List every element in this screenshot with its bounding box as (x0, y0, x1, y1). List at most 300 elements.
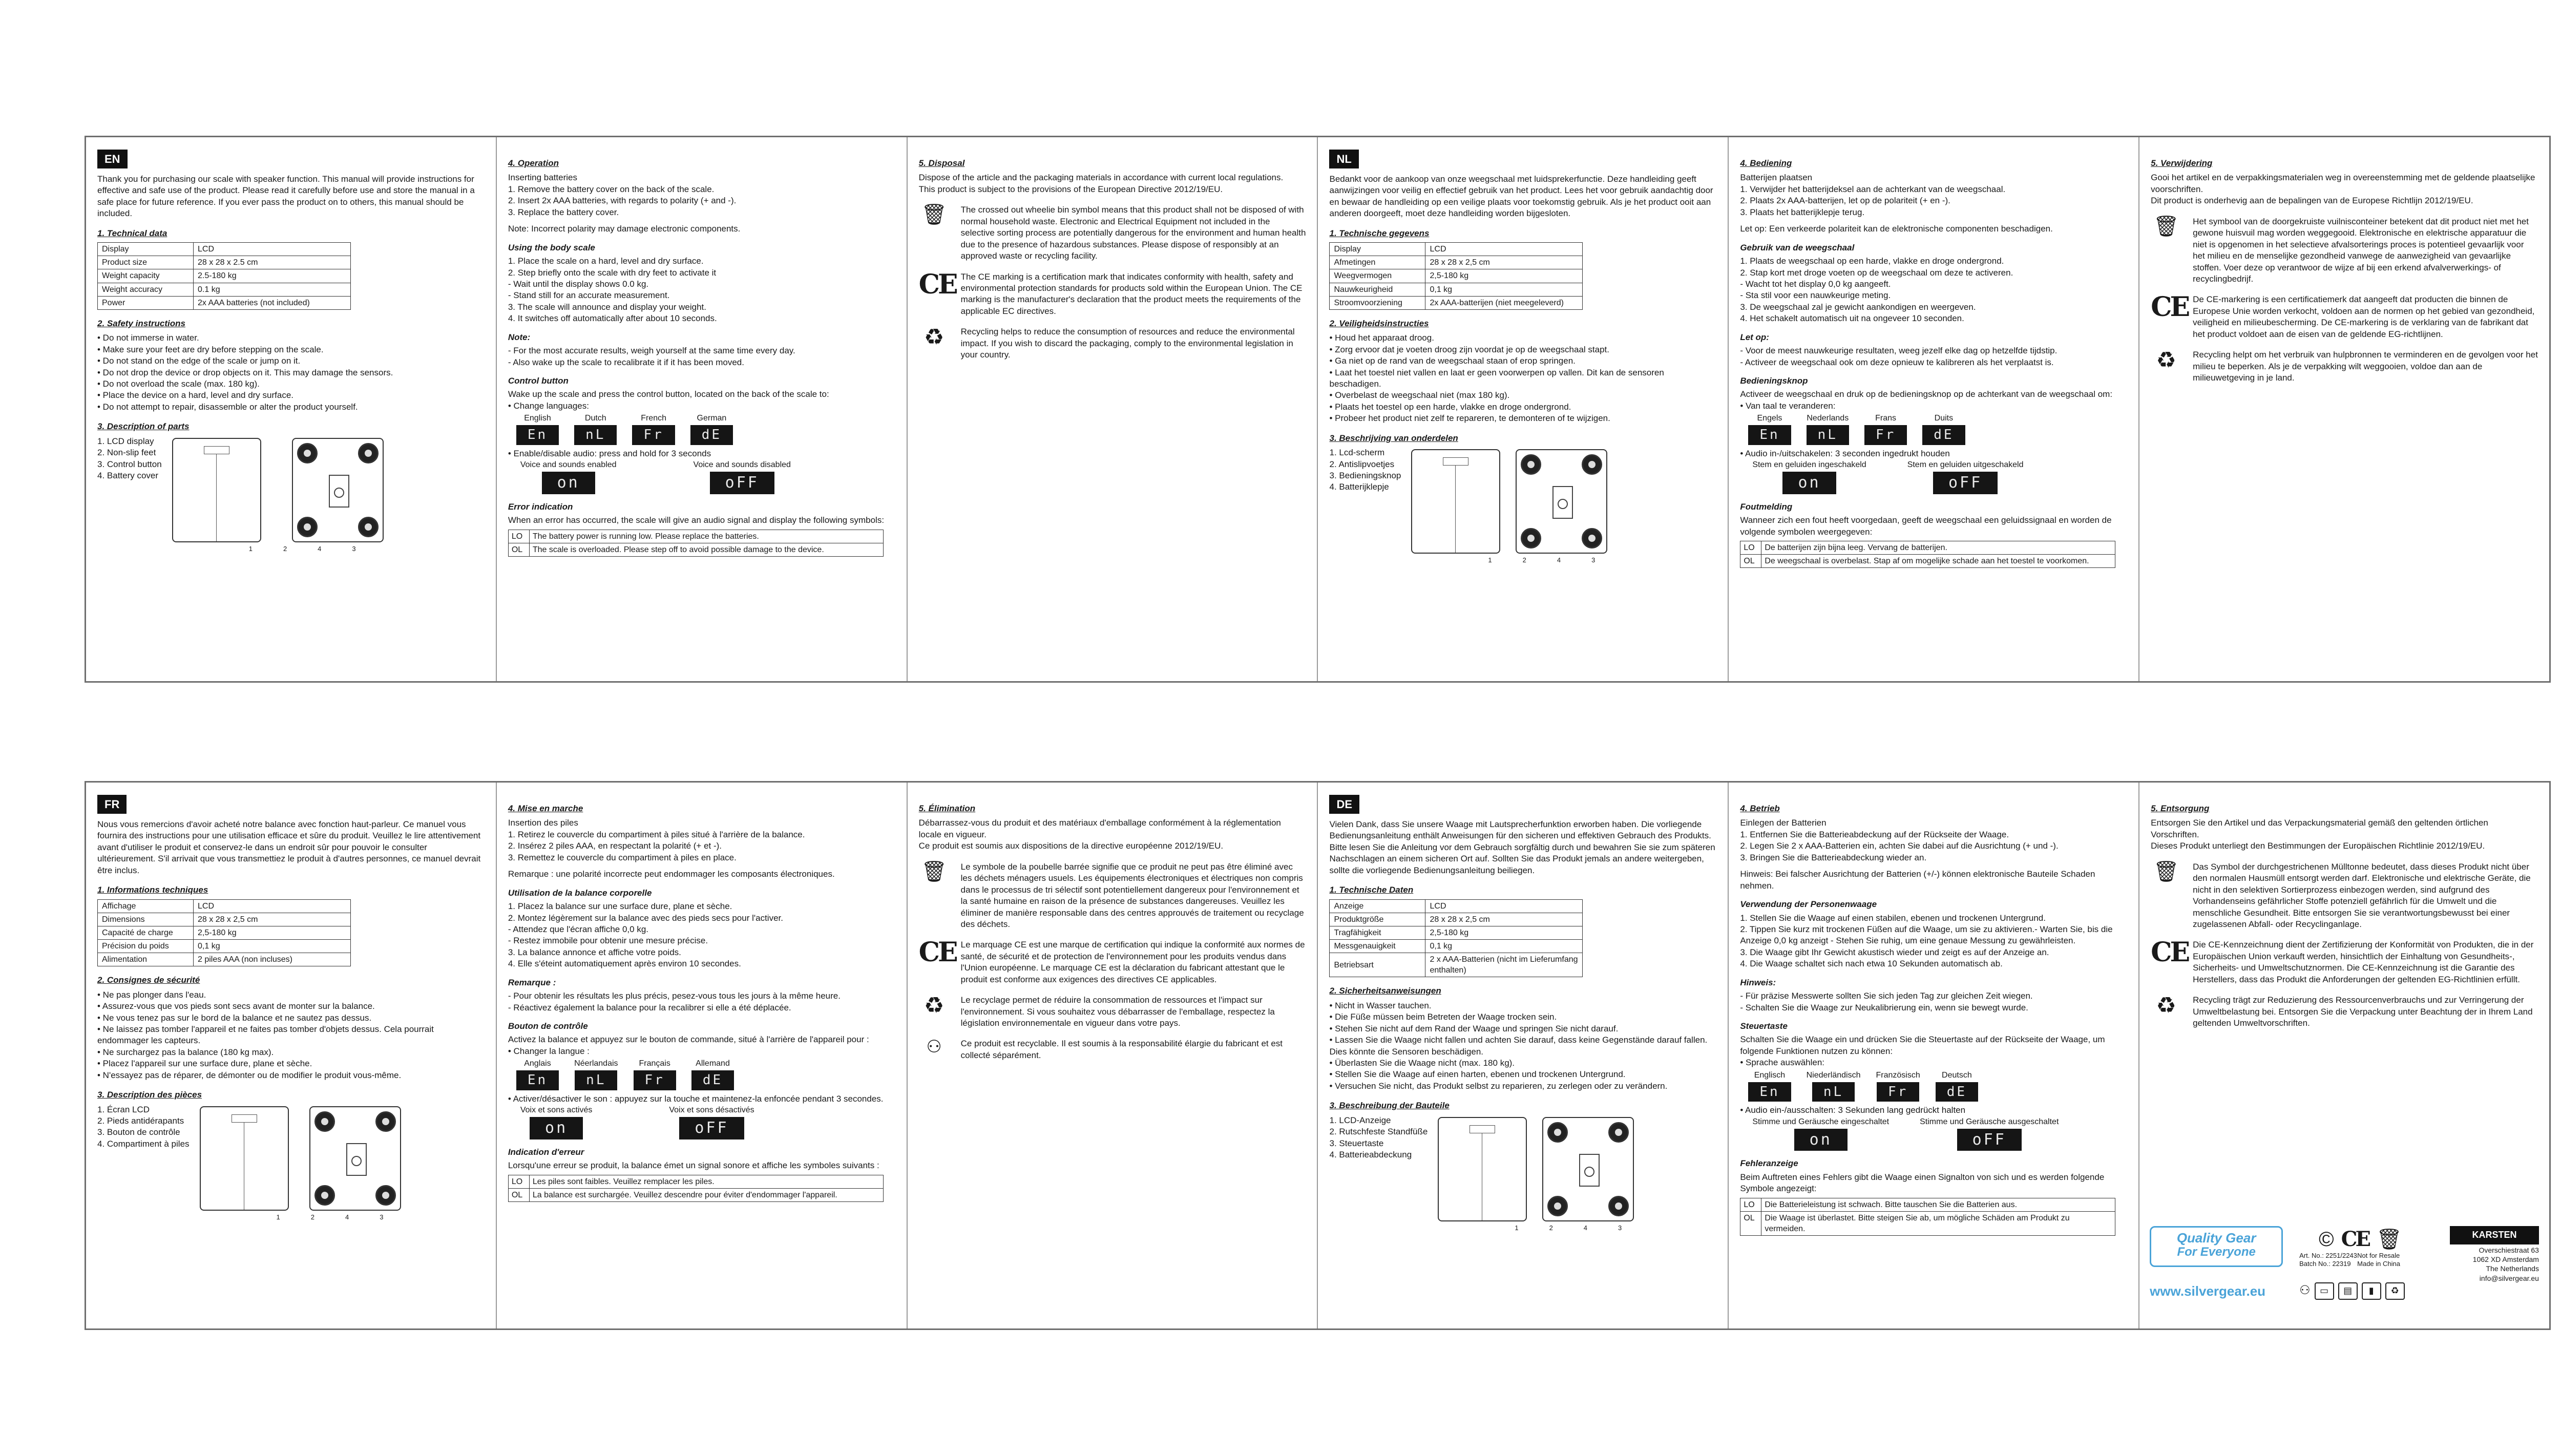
de-disp-text2: Dieses Produkt unterliegt den Bestimmungen der Europäischen Richtlinie 2012/19/EU. (2151, 841, 2485, 851)
list-item: 2. Stap kort met droge voeten op de weegschaal om deze te activeren. (1740, 267, 2013, 278)
fr-ce-block (919, 939, 1306, 985)
list-item: 4. Die Waage schaltet sich nach etwa 10 Sekunden automatisch ab. (1740, 959, 2003, 969)
spec-key: Anzeige (1330, 899, 1425, 913)
nl-weee-block (2151, 216, 2538, 285)
scale-front-illustration (1438, 1117, 1527, 1221)
lcd-caption: Stimme und Geräusche eingeschaltet (1752, 1117, 1890, 1126)
de-tech-table (1329, 899, 1583, 978)
lcd-display: nL (575, 1070, 617, 1090)
lcd-language-item (1876, 1070, 1920, 1102)
list-item: 1. Stellen Sie die Waage auf einen stabilen, ebenen und trockenen Untergrund. (1740, 913, 2046, 923)
error-code: LO (508, 1175, 529, 1188)
callout-label: 3 (1591, 556, 1596, 564)
table-row (1330, 899, 1583, 913)
en-ce-text: The CE marking is a certification mark that indicates conformity with health, safety and environmental protection standards for products sold within the European Union. The CE marking is the manufacturer's declaration that the product meets the requirements of the applicable EC directives. (960, 271, 1303, 316)
scale-front-illustration (1411, 449, 1500, 554)
table-row (1330, 269, 1583, 283)
spec-value: LCD (194, 899, 351, 913)
lcd-audio-item (1907, 459, 2024, 494)
de-using-title: Verwendung der Personenwaage (1740, 899, 1877, 910)
lcd-audio-item (520, 1105, 593, 1140)
table-row (1330, 926, 1583, 939)
lcd-caption: Dutch (584, 414, 606, 423)
spec-value: 0,1 kg (194, 939, 351, 953)
karsten-logo: KARSTEN (2450, 1226, 2539, 1244)
lcd-language-item (1922, 413, 1965, 445)
error-text: De batterijen zijn bijna leeg. Vervang de batterijen. (1761, 541, 2115, 555)
spec-key: Display (1330, 243, 1425, 256)
de-parts (1329, 1115, 1716, 1232)
spec-value: 28 x 28 x 2,5 cm (194, 913, 351, 926)
en-op-title: 4. Operation (508, 158, 559, 168)
table-row (1740, 555, 2115, 568)
en-audio-displays (520, 459, 895, 494)
en-intro: Thank you for purchasing our scale with speaker function. This manual will provide instructions for effective and safe use of the product. Please read it carefully before use and store the manual in a safe place for future reference. If you ever pass the product on to others, this manual should be included. (97, 174, 475, 219)
list-item: - Also wake up the scale to recalibrate it if it has been moved. (508, 357, 744, 367)
lcd-language-item (574, 1058, 618, 1090)
table-row (508, 1175, 883, 1188)
lcd-caption: Stem en geluiden uitgeschakeld (1907, 460, 2024, 470)
list-item: • Do not stand on the edge of the scale or jump on it. (97, 356, 301, 366)
en-op-sub: Inserting batteries (508, 173, 577, 183)
list-item: 1. LCD display (97, 436, 154, 446)
fr-err-title: Indication d'erreur (508, 1147, 584, 1157)
packaging-icons (2299, 1282, 2405, 1300)
de-note2 (1740, 990, 2127, 1014)
fr-disp-text2: Ce produit est soumis aux dispositions de la directive européenne 2012/19/EU. (918, 841, 1224, 851)
de-recycle-block (2151, 995, 2538, 1029)
fr-ce-text: Le marquage CE est une marque de certification qui indique la conformité aux normes de santé, de sécurité et de protection de l'environnement pour les produits vendus dans l'Union européenne. Le marquage CE est la déclaration du fabricant attestant que le produit est conforme aux exigences des directives CE applicables. (960, 940, 1305, 984)
table-row (1330, 256, 1583, 269)
list-item: - Réactivez également la balance pour la recalibrer si elle a été déplacée. (508, 1002, 791, 1012)
fr-intro: Nous vous remercions d'avoir acheté notre balance avec fonction haut-parleur. Ce manuel vous fournira des instructions pour une utilisation efficace et sûre du produit. Veuillez le lire attentivement avant d'utiliser le produit et conservez-le dans un endroit sûr pour pouvoir le consulter ultérieurement. S'il arrivait que vous transmettiez le produit à d'autres personnes, ce manuel devrait être inclus. (97, 819, 481, 875)
en-ctrl-title: Control button (508, 376, 569, 386)
list-item: 2. Insérez 2 piles AAA, en respectant la polarité (+ et -). (508, 841, 722, 851)
nl-language-displays (1748, 413, 2127, 445)
list-item: 4. Het schakelt automatisch uit na ongeveer 10 seconden. (1740, 313, 1964, 324)
callout-label: 1 (248, 544, 253, 553)
en-weee-block (919, 204, 1306, 262)
lcd-display: oFF (679, 1117, 744, 1140)
list-item: - Für präzise Messwerte sollten Sie sich jeden Tag zur gleichen Zeit wiegen. (1740, 991, 2033, 1001)
list-item: 2. Rutschfeste Standfüße (1329, 1127, 1428, 1137)
spec-key: Alimentation (98, 953, 194, 966)
lcd-caption: Français (639, 1059, 670, 1068)
lcd-caption: Stimme und Geräusche ausgeschaltet (1920, 1117, 2059, 1126)
address-line: Overschiestraat 63 (2479, 1246, 2539, 1254)
diagram-callouts (1411, 556, 1607, 564)
callout-label: 3 (380, 1213, 384, 1221)
nl-using-steps (1740, 256, 2127, 325)
callout-label: 2 (1549, 1223, 1553, 1232)
spec-value: 0,1 kg (1425, 283, 1583, 296)
lcd-caption: Nederlands (1807, 414, 1849, 423)
table-row (98, 243, 351, 256)
lcd-display: dE (691, 1070, 734, 1090)
en-weee-text: The crossed out wheelie bin symbol means that this product shall not be disposed of with normal household waste. Electronic and Electrical Equipment not included in the selective sorting process are potentially dangerous for the environment and human health due to the presence of hazardous substances. Please dispose of responsibly at an approved waste or recycling facility. (960, 205, 1306, 261)
de-note2-title: Hinweis: (1740, 977, 1776, 987)
de-ctrl-text: Schalten Sie die Waage ein und drücken Sie die Steuertaste auf der Rückseite der Waage, um folgende Funktionen nutzen zu können: (1740, 1035, 2105, 1056)
list-item: 3. Control button (97, 459, 162, 469)
table-row (98, 283, 351, 296)
list-item: • Die Füße müssen beim Betreten der Waage trocken sein. (1329, 1012, 1557, 1022)
list-item: 2. Tippen Sie kurz mit trockenen Füßen auf die Waage, um sie zu aktivieren.- Warten Sie, bis die Anzeige 0,0 kg anzeigt - Stehen Sie ruhig, um eine genaue Messung zu gewährleisten. (1740, 924, 2113, 946)
en-safety-title: 2. Safety instructions (97, 318, 185, 328)
spec-key: Stroomvoorziening (1330, 296, 1425, 309)
table-row (508, 530, 883, 543)
error-code: OL (1740, 1211, 1761, 1235)
spec-value: 28 x 28 x 2,5 cm (1425, 913, 1583, 926)
de-err-title: Fehleranzeige (1740, 1158, 1798, 1169)
de-error-table (1740, 1198, 2115, 1236)
de-safety-title: 2. Sicherheitsanweisungen (1329, 986, 1441, 996)
lcd-caption: Voix et sons désactivés (669, 1106, 754, 1115)
quality-gear-badge (2150, 1226, 2283, 1267)
fr-disp-text: Débarrassez-vous du produit et des matériaux d'emballage conformément à la réglementation locale en vigueur. (918, 818, 1281, 839)
recycle-icon: ♻ (923, 325, 944, 350)
list-item: - Wacht tot het display 0,0 kg aangeeft. (1740, 279, 1891, 289)
lcd-display: Fr (634, 1070, 676, 1090)
nl-err-title: Foutmelding (1740, 501, 1793, 512)
lcd-language-item (574, 413, 617, 445)
ce-mark-icon: CE (2151, 291, 2189, 323)
lcd-display: En (1748, 425, 1791, 445)
ce-mark-icon: CE (918, 268, 956, 300)
spec-key: Affichage (98, 899, 194, 913)
list-item: • Do not attempt to repair, disassemble or alter the product yourself. (97, 402, 358, 412)
fr-disp-title: 5. Élimination (918, 804, 976, 813)
list-item: 1. Retirez le couvercle du compartiment à piles situé à l'arrière de la balance. (508, 829, 805, 839)
list-item: 2. Antislipvoetjes (1329, 459, 1395, 469)
lcd-audio-item (669, 1105, 754, 1140)
nl-note2-title: Let op: (1740, 332, 1769, 342)
list-item: - Sta stil voor een nauwkeurige meting. (1740, 290, 1891, 301)
list-item: • Assurez-vous que vos pieds sont secs avant de monter sur la balance. (97, 1001, 375, 1011)
list-item: 3. La balance annonce et affiche votre poids. (508, 947, 681, 957)
nl-tech-title: 1. Technische gegevens (1329, 228, 1430, 238)
de-op-note: Hinweis: Bei falscher Ausrichtung der Batterien (+/-) können elektronische Bauteile Schaden nehmen. (1740, 869, 2095, 891)
lcd-language-item (1864, 413, 1907, 445)
list-item: 1. Placez la balance sur une surface dure, plane et sèche. (508, 901, 732, 912)
fr-ctrl-text: Activez la balance et appuyez sur le bouton de commande, situé à l'arrière de l'appareil pour : (508, 1035, 869, 1045)
lcd-display: Fr (632, 425, 675, 445)
spec-value: 2,5-180 kg (1425, 269, 1583, 283)
nl-col-1 (1318, 137, 1729, 681)
fr-col-1 (86, 783, 497, 1328)
table-row (98, 926, 351, 939)
list-item: - Restez immobile pour obtenir une mesure précise. (508, 936, 708, 946)
fr-col-2 (497, 783, 908, 1328)
de-language-tag: DE (1329, 795, 1359, 814)
list-item: - For the most accurate results, weigh yourself at the same time every day. (508, 346, 795, 356)
list-item: • Nicht in Wasser tauchen. (1329, 1000, 1432, 1010)
table-row (508, 1188, 883, 1201)
list-item: 4. Compartiment à piles (97, 1138, 190, 1149)
list-item: 3. Remettez le couvercle du compartiment à piles en place. (508, 852, 737, 862)
fr-ctrl-title: Bouton de contrôle (508, 1021, 588, 1031)
nl-safety-title: 2. Veiligheidsinstructies (1329, 318, 1429, 328)
en-col-1 (86, 137, 497, 681)
scale-diagram (200, 1104, 401, 1221)
list-item: 2. Non-slip feet (97, 448, 156, 458)
address-line: The Netherlands (2486, 1264, 2539, 1273)
fr-safety-list (97, 989, 485, 1082)
crossed-bin-icon: 🗑 (921, 860, 948, 883)
error-code: OL (1740, 555, 1761, 568)
lcd-display: nL (574, 425, 617, 445)
en-language-displays (516, 413, 895, 445)
lcd-audio-item (1752, 1116, 1889, 1151)
list-item: - Voor de meest nauwkeurige resultaten, weeg jezelf elke dag op hetzelfde tijdstip. (1740, 346, 2058, 356)
contact-email[interactable]: info@silvergear.eu (2479, 1274, 2539, 1282)
spec-value: 2,5-180 kg (194, 926, 351, 939)
scale-diagram (1411, 447, 1607, 564)
de-intro: Vielen Dank, dass Sie unsere Waage mit Lautsprecherfunktion erworben haben. Die vorliegende Bedienungsanleitung enthält Anweisungen für den sicheren und effektiven Gebrauch des Produkts. Bitte lesen Sie die Anleitung vor dem Gebrauch sorgfältig durch und bewahren Sie sie zum späteren Nachschlagen an einem sicheren Ort auf. Sollten Sie das Produkt jemals an andere weitergeben, sollte die vorliegende Bedienungsanleitung beiliegen. (1329, 819, 1715, 875)
de-language-displays (1748, 1070, 2127, 1102)
nl-intro: Bedankt voor de aankoop van onze weegschaal met luidsprekerfunctie. Deze handleiding geeft aanwijzingen voor veilig en effectief gebruik van het product. Lees het voor gebruik aandachtig door en bewaar de handleiding op een veilige plaats voor toekomstig gebruik. Als je het product ooit aan anderen doorgeeft, moet deze handleiding worden bijgesloten. (1329, 174, 1713, 219)
list-item: 3. The scale will announce and display your weight. (508, 302, 706, 312)
spec-value: 2,5-180 kg (1425, 926, 1583, 939)
nl-op-title: 4. Bediening (1740, 158, 1792, 168)
list-item: 4. It switches off automatically after about 10 seconds. (508, 313, 717, 324)
ce-mark-icon: CE (918, 937, 956, 968)
callout-label: 4 (318, 544, 322, 553)
list-item: • Houd het apparaat droog. (1329, 333, 1434, 343)
en-tech-table (97, 242, 351, 310)
nl-parts (1329, 447, 1716, 564)
list-item: 1. Écran LCD (97, 1104, 150, 1114)
fr-err-text: Lorsqu'une erreur se produit, la balance émet un signal sonore et affiche les symboles suivants : (508, 1160, 879, 1171)
nl-parts-list (1329, 447, 1401, 493)
lcd-language-item (634, 1058, 676, 1090)
lcd-caption: Allemand (696, 1059, 730, 1068)
brand-footer (2150, 1226, 2539, 1318)
list-item: 1. Plaats de weegschaal op een harde, vlakke en droge ondergrond. (1740, 256, 2004, 266)
list-item: • Lassen Sie die Waage nicht fallen und achten Sie darauf, dass keine Gegenstände darauf fallen. Dies könnte die Sensoren beschädigen. (1329, 1035, 1708, 1057)
copyright-icon: © (2319, 1228, 2334, 1251)
fr-weee-text: Le symbole de la poubelle barrée signifie que ce produit ne peut pas être éliminé avec les déchets ménagers usuels. Les équipements électroniques et électriques non compris dans le processus de tri sélectif sont potentiellement dangereux pour l'environnement et la santé humaine en raison de la présence de substances dangereuses. Veuillez les éliminer de manière responsable dans des centres approuvés de traitement ou recyclage des déchets. (960, 861, 1304, 929)
spec-key: Weight capacity (98, 269, 194, 283)
nl-disp-text: Gooi het artikel en de verpakkingsmaterialen weg in overeenstemming met de geldende plaatselijke voorschriften. (2151, 173, 2535, 194)
table-row (1330, 296, 1583, 309)
lcd-caption: Voice and sounds disabled (693, 460, 791, 470)
list-item: 1. Place the scale on a hard, level and dry surface. (508, 256, 704, 266)
recycle-icon: ♻ (923, 993, 944, 1019)
en-note2 (508, 345, 895, 368)
fr-triman-text: Ce produit est recyclable. Il est soumis à la responsabilité élargie du fabricant et est collecté séparément. (960, 1039, 1283, 1060)
de-parts-list (1329, 1115, 1428, 1161)
spec-value: 2 piles AAA (non incluses) (194, 953, 351, 966)
list-item: • Stehen Sie nicht auf dem Rand der Waage und springen Sie nicht darauf. (1329, 1023, 1619, 1033)
callout-label: 4 (1583, 1223, 1588, 1232)
nl-col-3 (2139, 137, 2549, 681)
spec-key: Weegvermogen (1330, 269, 1425, 283)
list-item: - Attendez que l'écran affiche 0,0 kg. (508, 924, 648, 934)
lcd-display: Fr (1864, 425, 1907, 445)
list-item: 3. Replace the battery cover. (508, 207, 619, 217)
lcd-caption: Frans (1875, 414, 1897, 423)
lcd-display: on (1794, 1129, 1848, 1151)
nl-op-sub: Batterijen plaatsen (1740, 173, 1813, 183)
spec-key: Display (98, 243, 194, 256)
lcd-caption: German (697, 414, 727, 423)
list-item: 1. Remove the battery cover on the back of the scale. (508, 184, 715, 194)
de-col-1 (1318, 783, 1729, 1328)
table-row (98, 269, 351, 283)
list-item: 3. Bedieningsknop (1329, 471, 1401, 481)
lcd-caption: Néerlandais (574, 1059, 618, 1068)
quality-line-2: For Everyone (2177, 1244, 2256, 1259)
spec-key: Produktgröße (1330, 913, 1425, 926)
fr-note2-title: Remarque : (508, 977, 556, 987)
error-text: La balance est surchargée. Veuillez descendre pour éviter d'endommager l'appareil. (529, 1188, 883, 1201)
en-op-note: Note: Incorrect polarity may damage electronic components. (508, 224, 741, 234)
nl-col-2 (1729, 137, 2139, 681)
spec-value: LCD (194, 243, 351, 256)
en-ce-block (918, 268, 1306, 318)
en-parts-title: 3. Description of parts (97, 421, 190, 432)
list-item: • Do not immerse in water. (97, 333, 199, 343)
lcd-language-item (632, 413, 675, 445)
list-item: 3. Die Waage gibt Ihr Gewicht akustisch wieder und zeigt es auf der Anzeige an. (1740, 947, 2049, 957)
error-text: Die Batterieleistung ist schwach. Bitte tauschen Sie die Batterien aus. (1761, 1198, 2115, 1211)
nl-disp-text2: Dit product is onderhevig aan de bepalingen van de Europese Richtlijn 2012/19/EU. (2151, 196, 2473, 206)
spec-value: 28 x 28 x 2,5 cm (1425, 256, 1583, 269)
table-row (1330, 939, 1583, 953)
lcd-language-item (1748, 1070, 1791, 1102)
scale-back-illustration (309, 1106, 401, 1211)
spec-key: Weight accuracy (98, 283, 194, 296)
list-item: 3. Steuertaste (1329, 1138, 1384, 1148)
de-safety-list (1329, 1000, 1716, 1092)
spec-key: Tragfähigkeit (1330, 926, 1425, 939)
callout-label: 3 (1618, 1223, 1622, 1232)
en-error-table (508, 530, 884, 557)
spec-key: Power (98, 296, 194, 309)
en-audio: • Enable/disable audio: press and hold for 3 seconds (508, 448, 711, 458)
table-row (508, 543, 883, 556)
list-item: 2. Montez légèrement sur la balance avec des pieds secs pour l'activer. (508, 913, 783, 923)
de-op-steps (1740, 829, 2127, 863)
list-item: • Laat het toestel niet vallen en laat er geen voorwerpen op vallen. Dit kan de sensoren beschadigen. (1329, 367, 1664, 389)
lcd-caption: Niederländisch (1806, 1070, 1861, 1080)
list-item: 1. LCD-Anzeige (1329, 1115, 1391, 1125)
callout-label: 1 (1488, 556, 1492, 564)
fr-col-3 (908, 783, 1318, 1328)
lcd-audio-item (520, 459, 617, 494)
fr-using-steps (508, 901, 895, 970)
fr-weee-block (919, 861, 1306, 931)
lcd-display: oFF (1933, 472, 1998, 494)
en-language-tag: EN (97, 150, 128, 168)
spec-value: 2.5-180 kg (194, 269, 351, 283)
list-item: 1. Verwijder het batterijdeksel aan de achterkant van de weegschaal. (1740, 184, 2006, 194)
table-row (1330, 243, 1583, 256)
list-item: • Ne laissez pas tomber l'appareil et ne faites pas tomber d'objets dessus. Cela pourrait endommager les capteurs. (97, 1024, 434, 1046)
spec-value: LCD (1425, 243, 1583, 256)
de-ce-block (2151, 939, 2538, 985)
nl-parts-title: 3. Beschrijving van onderdelen (1329, 433, 1458, 443)
fr-audio: • Activer/désactiver le son : appuyez sur la touche et maintenez-la enfoncée pendant 3 secondes. (508, 1093, 884, 1104)
lcd-display: En (516, 1070, 559, 1090)
en-using-steps (508, 256, 895, 325)
lcd-display: oFF (1957, 1129, 2022, 1151)
lcd-caption: Englisch (1754, 1070, 1786, 1080)
de-err-text: Beim Auftreten eines Fehlers gibt die Waage einen Signalton von sich und es werden folgende Symbole angezeigt: (1740, 1172, 2105, 1194)
lcd-caption: Anglais (524, 1059, 551, 1068)
error-text: Les piles sont faibles. Veuillez remplacer les piles. (529, 1175, 883, 1188)
ce-mark-icon: CE (2151, 937, 2189, 968)
de-disp-text: Entsorgen Sie den Artikel und das Verpackungsmaterial gemäß den geltenden örtlichen Vorschriften. (2151, 818, 2488, 839)
table-row (1330, 953, 1583, 977)
nl-ctrl-text: Activeer de weegschaal en druk op de bedieningsknop op de achterkant van de weegschaal om: (1740, 389, 2113, 399)
fr-tech-table (97, 899, 351, 967)
fr-recycle-text: Le recyclage permet de réduire la consommation de ressources et l'impact sur l'environnement. Si vous souhaitez vous débarrasser de l'emballage, respectez la législation environnementale en vigueur dans votre pays. (960, 995, 1275, 1028)
lcd-language-item (691, 1058, 734, 1090)
error-text: The scale is overloaded. Please step off to avoid possible damage to the device. (529, 543, 883, 556)
list-item: 4. Battery cover (97, 471, 159, 481)
manual-icon: ▤ (2338, 1282, 2358, 1300)
en-recycle-text: Recycling helps to reduce the consumption of resources and reduce the environmental impact. If you wish to discard the packaging, comply to the environmental legislation in your country. (960, 327, 1295, 360)
error-text: De weegschaal is overbelast. Stap af om mogelijke schade aan het toestel te voorkomen. (1761, 555, 2115, 568)
scale-back-illustration (1542, 1117, 1634, 1221)
fr-op-title: 4. Mise en marche (508, 804, 583, 813)
lcd-display: on (542, 472, 595, 494)
error-code: OL (508, 543, 529, 556)
de-audio-displays (1752, 1116, 2127, 1151)
fr-audio-displays (520, 1105, 895, 1140)
list-item: - Schalten Sie die Waage zur Neukalibrierung ein, wenn sie bewegt wurde. (1740, 1002, 2028, 1012)
de-col-2 (1729, 783, 2139, 1328)
list-item: • Ne pas plonger dans l'eau. (97, 989, 206, 1000)
nl-err-text: Wanneer zich een fout heeft voorgedaan, geeft de weegschaal een geluidssignaal en worden de volgende symbolen weergegeven: (1740, 515, 2112, 537)
nl-op-note: Let op: Een verkeerde polariteit kan de elektronische componenten beschadigen. (1740, 224, 2053, 234)
lcd-caption: Stem en geluiden ingeschakeld (1752, 460, 1866, 470)
crossed-bin-icon: 🗑 (2153, 215, 2179, 238)
fr-language-displays (516, 1058, 895, 1090)
fr-safety-title: 2. Consignes de sécurité (97, 975, 200, 985)
lcd-audio-item (694, 459, 791, 494)
table-row (98, 296, 351, 309)
spec-value: 0.1 kg (194, 283, 351, 296)
list-item: • Stellen Sie die Waage auf einen harten, ebenen und trockenen Untergrund. (1329, 1069, 1626, 1080)
nl-weee-text: Het symbool van de doorgekruiste vuilnisconteiner betekent dat dit product niet met het gewone huisvuil mag worden weggegooid. Elektronische en elektrische apparatuur die niet is opgenomen in het selectieve afvalsorterings proces is potentieel gevaarlijk voor het milieu en de menselijke gezondheid vanwege de aanwezigheid van gevaarlijke stoffen. Voer deze op verantwoor de wijze af bij een erkend afvalverwerkings- of recyclingbedrijf. (2193, 216, 2529, 284)
lcd-display: on (530, 1117, 583, 1140)
list-item: • Ga niet op de rand van de weegschaal staan of erop springen. (1329, 356, 1576, 366)
table-row (98, 913, 351, 926)
resale-info (2357, 1252, 2400, 1269)
list-item: 1. Lcd-scherm (1329, 448, 1385, 458)
lcd-caption: Französisch (1876, 1070, 1920, 1080)
table-row (98, 899, 351, 913)
error-code: OL (508, 1188, 529, 1201)
table-row (1740, 1211, 2115, 1235)
table-row (1330, 913, 1583, 926)
lcd-display: dE (1936, 1082, 1978, 1102)
fr-error-table (508, 1175, 884, 1202)
website-link[interactable]: www.silvergear.eu (2150, 1283, 2266, 1299)
address-line: 1062 XD Amsterdam (2472, 1255, 2539, 1264)
made-in: Made in China (2357, 1260, 2400, 1268)
spec-value: LCD (1425, 899, 1583, 913)
en-note2-title: Note: (508, 332, 531, 342)
scale-diagram (172, 436, 384, 553)
scale-front-illustration (172, 438, 261, 542)
list-item: - Pour obtenir les résultats les plus précis, pesez-vous tous les jours à la même heure. (508, 991, 841, 1001)
error-code: LO (1740, 1198, 1761, 1211)
list-item: • Zorg ervoor dat je voeten droog zijn voordat je op de weegschaal stapt. (1329, 344, 1609, 354)
lcd-display: En (516, 425, 559, 445)
